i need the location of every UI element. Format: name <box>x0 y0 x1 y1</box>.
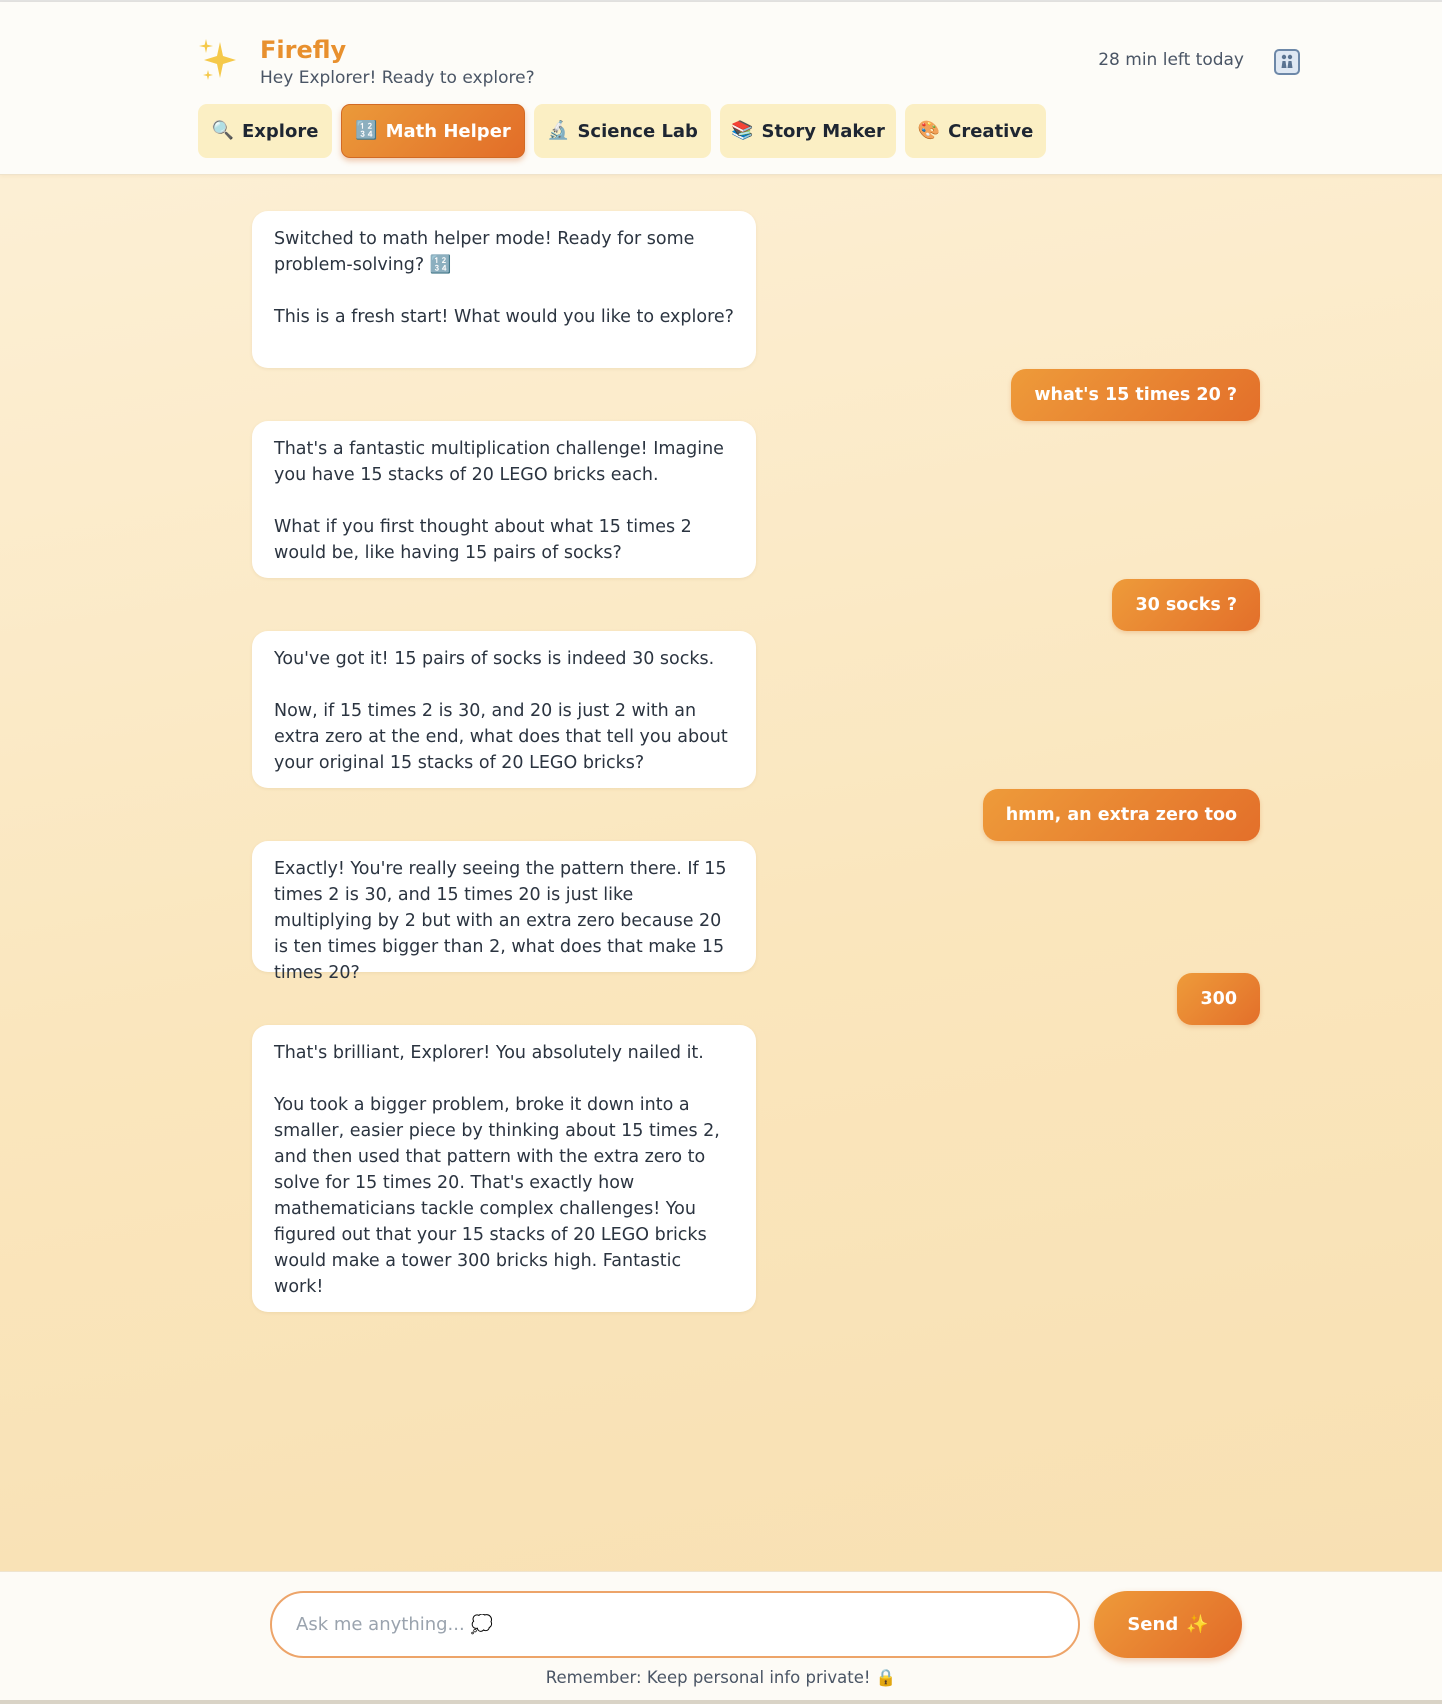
app-header <box>0 2 1442 175</box>
tab-label: Math Helper <box>385 120 511 142</box>
bottom-edge <box>0 1700 1442 1704</box>
user-message: 300 <box>1177 973 1260 1025</box>
assistant-message: You've got it! 15 pairs of socks is indeed 30 socks. Now, if 15 times 2 is 30, and 20 is just 2 with an extra zero at the end, what does that tell you about your original 15 stacks of 20 LEGO bricks? <box>252 631 756 788</box>
parent-controls-icon <box>1277 52 1297 72</box>
assistant-message: Exactly! You're really seeing the pattern there. If 15 times 2 is 30, and 15 times 20 is just like multiplying by 2 but with an extra zero because 20 is ten times bigger than 2, what does that make 15 times 20? <box>252 841 756 972</box>
tab-label: Explore <box>242 120 319 142</box>
books-icon: 📚 <box>731 120 754 141</box>
user-message: 30 socks ? <box>1112 579 1260 631</box>
tab-label: Story Maker <box>761 120 885 142</box>
app-title: Firefly <box>260 36 347 64</box>
tab-story-maker[interactable] <box>720 104 896 158</box>
tab-creative[interactable] <box>905 104 1046 158</box>
privacy-reminder: Remember: Keep personal info private! 🔒 <box>545 1668 897 1687</box>
time-left-indicator: 28 min left today <box>1098 50 1244 70</box>
sparkles-icon <box>196 36 244 84</box>
tab-explore[interactable] <box>198 104 332 158</box>
message-input[interactable] <box>296 1593 1036 1656</box>
user-message: what's 15 times 20 ? <box>1011 369 1260 421</box>
send-label: Send <box>1127 1614 1179 1635</box>
parent-controls-button[interactable] <box>1274 49 1300 75</box>
palette-icon: 🎨 <box>917 120 941 141</box>
composer <box>0 1571 1442 1704</box>
assistant-message: Switched to math helper mode! Ready for some problem-solving? 🔢 This is a fresh start! What would you like to explore? <box>252 211 756 368</box>
message-input-container[interactable] <box>270 1591 1080 1658</box>
tab-science-lab[interactable] <box>534 104 711 158</box>
user-message: hmm, an extra zero too <box>983 789 1260 841</box>
chat-area[interactable] <box>0 175 1442 1571</box>
microscope-icon: 🔬 <box>547 120 570 141</box>
magnifier-icon: 🔍 <box>211 120 234 141</box>
app-subtitle: Hey Explorer! Ready to explore? <box>260 68 535 88</box>
assistant-message: That's brilliant, Explorer! You absolutely nailed it. You took a bigger problem, broke it down into a smaller, easier piece by thinking about 15 times 2, and then used that pattern with the extra zero to solve for 15 times 20. That's exactly how mathematicians tackle complex challenges! You figured out that your 15 stacks of 20 LEGO bricks would make a tower 300 bricks high. Fantastic work! <box>252 1025 756 1312</box>
tab-label: Creative <box>948 120 1034 142</box>
sparkles-icon: ✨ <box>1186 1614 1209 1635</box>
assistant-message: That's a fantastic multiplication challenge! Imagine you have 15 stacks of 20 LEGO bricks each. What if you first thought about what 15 times 2 would be, like having 15 pairs of socks? <box>252 421 756 578</box>
numbers-icon: 🔢 <box>355 120 378 141</box>
mode-tabs <box>0 104 1442 158</box>
tab-label: Science Lab <box>577 120 698 142</box>
send-button[interactable] <box>1094 1591 1242 1658</box>
tab-math-helper[interactable] <box>341 104 525 158</box>
